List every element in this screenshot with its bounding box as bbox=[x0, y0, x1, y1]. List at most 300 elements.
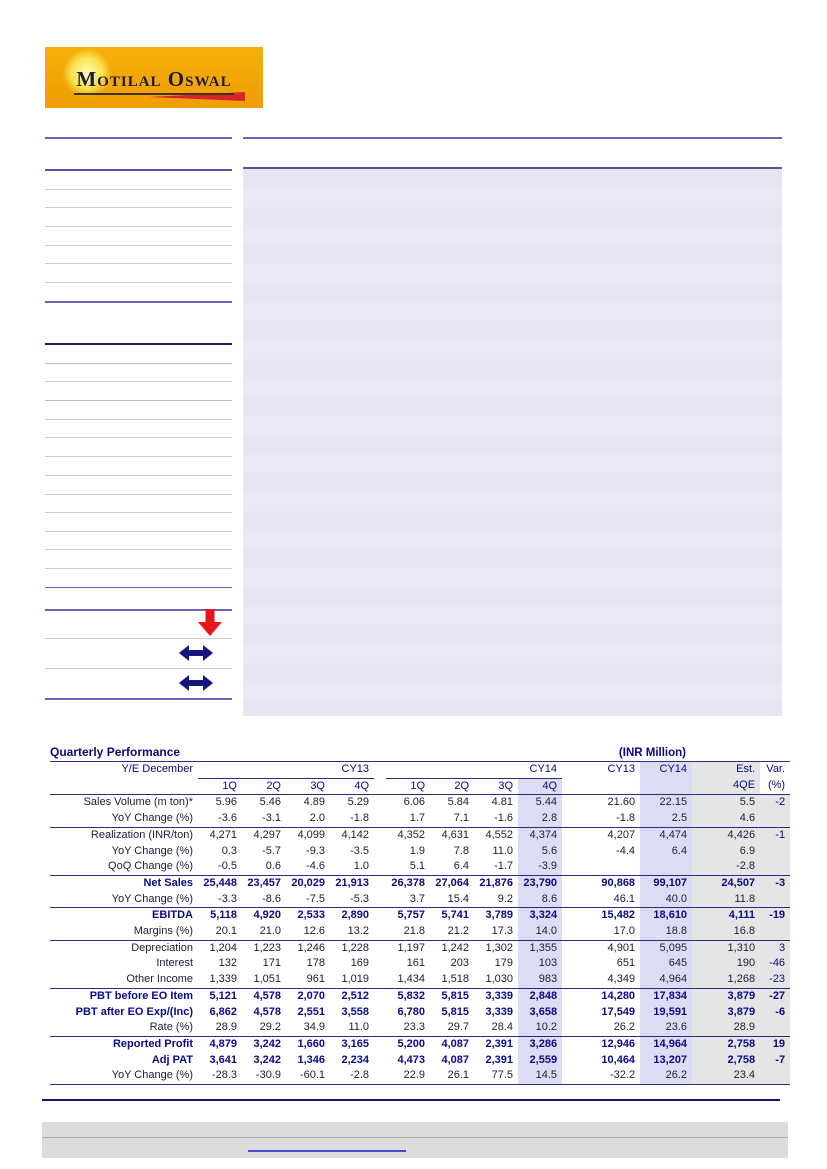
cell: -1.6 bbox=[494, 812, 514, 825]
spacer bbox=[374, 972, 386, 988]
cell: 0.6 bbox=[265, 860, 281, 873]
spacer bbox=[374, 940, 386, 956]
cell: 4,879 bbox=[198, 1036, 242, 1052]
cell: 3,324 bbox=[518, 908, 562, 924]
cell: 1,019 bbox=[341, 973, 370, 986]
rule-line bbox=[45, 568, 232, 569]
table-body bbox=[50, 795, 790, 1085]
cell: -1.8 bbox=[350, 812, 370, 825]
cell: -2.8 bbox=[692, 859, 760, 875]
cell: 28.9 bbox=[692, 1020, 760, 1036]
variance-header: Var. bbox=[766, 763, 786, 776]
cell bbox=[640, 859, 692, 875]
rule-line bbox=[45, 363, 232, 364]
cell: 25,448 bbox=[198, 875, 242, 891]
cell: 14,280 bbox=[562, 988, 640, 1004]
rule-line bbox=[45, 169, 232, 171]
cell: 1,660 bbox=[286, 1036, 330, 1052]
cell: 26,378 bbox=[386, 875, 430, 891]
rule-line bbox=[45, 698, 232, 700]
cell: 6.9 bbox=[692, 844, 760, 860]
cell: 4,920 bbox=[242, 908, 286, 924]
cell: 3,641 bbox=[209, 1053, 237, 1066]
cell bbox=[760, 892, 790, 908]
cell: 5,095 bbox=[640, 940, 692, 956]
cell: 2,512 bbox=[330, 988, 374, 1004]
cell: 1,302 bbox=[474, 940, 518, 956]
cell: 7.8 bbox=[453, 844, 470, 857]
table-row bbox=[50, 908, 790, 924]
quarter-header: 1Q bbox=[386, 778, 430, 795]
cell: 1,434 bbox=[397, 973, 426, 986]
rule-line bbox=[45, 549, 232, 550]
cell bbox=[760, 1068, 790, 1084]
row-label: Rate (%) bbox=[149, 1021, 193, 1034]
table-row bbox=[50, 1053, 790, 1069]
cell: 3,242 bbox=[253, 1053, 281, 1066]
cell: 4,087 bbox=[441, 1053, 470, 1066]
quarter-header: 4Q bbox=[330, 778, 374, 795]
spacer bbox=[562, 778, 640, 795]
spacer bbox=[374, 1053, 386, 1069]
cell: 1,204 bbox=[198, 940, 242, 956]
spacer bbox=[374, 1068, 386, 1084]
motilal-oswal-logo bbox=[45, 47, 263, 108]
cell: 2,559 bbox=[518, 1053, 562, 1069]
cell: 2,391 bbox=[485, 1053, 514, 1066]
cell: 6.06 bbox=[403, 796, 426, 809]
cell: 2,848 bbox=[518, 988, 562, 1004]
cell: 4,901 bbox=[562, 940, 640, 956]
row-label: Sales Volume (m ton)* bbox=[83, 796, 193, 809]
cell: -9.3 bbox=[306, 844, 325, 857]
cell: 178 bbox=[306, 957, 325, 970]
cell: 4,578 bbox=[242, 988, 286, 1004]
cell: 2.5 bbox=[640, 811, 692, 827]
estimate-header: Est. bbox=[692, 762, 760, 778]
cell: 34.9 bbox=[303, 1021, 325, 1034]
cell: 179 bbox=[494, 957, 514, 970]
cell: 0.3 bbox=[221, 844, 237, 857]
cell: 1.0 bbox=[353, 860, 370, 873]
cell: 2,070 bbox=[286, 988, 330, 1004]
table-header-row-quarters bbox=[50, 778, 790, 795]
cell: 23.3 bbox=[403, 1021, 426, 1034]
footer-link[interactable] bbox=[248, 1150, 406, 1152]
cell: 1.7 bbox=[409, 812, 426, 825]
cell: 1,030 bbox=[485, 973, 514, 986]
cell: -1.7 bbox=[494, 860, 514, 873]
cell: 17,549 bbox=[601, 1005, 636, 1018]
rule-line bbox=[45, 137, 232, 139]
cell: 5,121 bbox=[198, 988, 242, 1004]
cy14-group-header: CY14 bbox=[386, 762, 562, 778]
variance-subheader: (%) bbox=[760, 778, 790, 795]
rule-line bbox=[45, 282, 232, 283]
cell: 4.81 bbox=[491, 796, 514, 809]
cell: 651 bbox=[616, 957, 636, 970]
cell: 15.4 bbox=[447, 892, 470, 905]
spacer bbox=[374, 811, 386, 827]
cell: -5.7 bbox=[262, 844, 281, 857]
cell: 5.44 bbox=[518, 795, 562, 811]
cell: -32.2 bbox=[562, 1068, 640, 1084]
cell: 4,964 bbox=[640, 972, 692, 988]
cell: 18,610 bbox=[640, 908, 692, 924]
cy14-annual-header: CY14 bbox=[640, 762, 692, 778]
cell: 4,552 bbox=[474, 827, 518, 843]
cell: 4,631 bbox=[430, 827, 474, 843]
rule-line bbox=[45, 456, 232, 457]
cell: 17.3 bbox=[491, 925, 514, 938]
cell: 9.2 bbox=[497, 892, 514, 905]
cell: 1,228 bbox=[330, 940, 374, 956]
cell: 3,339 bbox=[485, 1005, 514, 1018]
rule-line bbox=[243, 137, 782, 139]
row-label: Reported Profit bbox=[50, 1036, 198, 1052]
cell: -28.3 bbox=[198, 1068, 242, 1084]
cell: 21,913 bbox=[330, 875, 374, 891]
cell: 13.2 bbox=[347, 925, 370, 938]
cell: 3,558 bbox=[341, 1005, 370, 1018]
cell: 5,757 bbox=[386, 908, 430, 924]
cell: 5.5 bbox=[692, 795, 760, 811]
cell: -0.5 bbox=[218, 860, 237, 873]
cell: -1.8 bbox=[616, 812, 636, 825]
rule-line bbox=[45, 437, 232, 438]
cell: 5.84 bbox=[447, 796, 470, 809]
cell: 27,064 bbox=[430, 875, 474, 891]
table-row bbox=[50, 827, 790, 843]
row-label: Other Income bbox=[126, 973, 193, 986]
cell: 4,474 bbox=[640, 827, 692, 843]
table-title-bar bbox=[50, 743, 790, 762]
cy13-group-header: CY13 bbox=[198, 762, 374, 778]
table-row bbox=[50, 1068, 790, 1084]
cell: 14.5 bbox=[518, 1068, 562, 1084]
cell: 19 bbox=[760, 1036, 790, 1052]
table-row bbox=[50, 940, 790, 956]
cell: 2.8 bbox=[518, 811, 562, 827]
cell: 3 bbox=[760, 940, 790, 956]
cell: 46.1 bbox=[613, 892, 636, 905]
cell: 16.8 bbox=[692, 924, 760, 940]
spacer bbox=[640, 778, 692, 795]
cell: 983 bbox=[518, 972, 562, 988]
quarter-header: 2Q bbox=[242, 778, 286, 795]
cell: -27 bbox=[760, 988, 790, 1004]
row-label: PBT before EO Item bbox=[50, 988, 198, 1004]
cell: 3,165 bbox=[330, 1036, 374, 1052]
cell: 14.0 bbox=[518, 924, 562, 940]
cell: 1,518 bbox=[441, 973, 470, 986]
cell: 22.15 bbox=[640, 795, 692, 811]
cell: -3.9 bbox=[518, 859, 562, 875]
cell: 4,349 bbox=[607, 973, 636, 986]
cell: -3.3 bbox=[218, 892, 237, 905]
table-row bbox=[50, 795, 790, 811]
cell: -8.6 bbox=[262, 892, 281, 905]
row-label: Interest bbox=[156, 957, 193, 970]
cell: 13,207 bbox=[640, 1053, 692, 1069]
table-row bbox=[50, 1020, 790, 1036]
table-row bbox=[50, 875, 790, 891]
cell: -2.8 bbox=[330, 1068, 374, 1084]
cell: 26.2 bbox=[613, 1021, 636, 1034]
cell: 3,339 bbox=[474, 988, 518, 1004]
cell: -46 bbox=[760, 956, 790, 972]
cell: 20,029 bbox=[286, 875, 330, 891]
cell: 99,107 bbox=[640, 875, 692, 891]
cell: 2,758 bbox=[692, 1053, 760, 1069]
row-label: Realization (INR/ton) bbox=[50, 827, 198, 843]
cell: -23 bbox=[760, 972, 790, 988]
row-label: Depreciation bbox=[50, 940, 198, 956]
cell: 6,780 bbox=[397, 1005, 426, 1018]
cell: -60.1 bbox=[286, 1068, 330, 1084]
cell: -4.6 bbox=[306, 860, 325, 873]
cell: 4.6 bbox=[692, 811, 760, 827]
cell: 4,111 bbox=[692, 908, 760, 924]
rule-line bbox=[45, 207, 232, 208]
spacer bbox=[374, 924, 386, 940]
spacer bbox=[374, 778, 386, 795]
cell: 5,741 bbox=[430, 908, 474, 924]
spacer bbox=[374, 956, 386, 972]
cell: 1,197 bbox=[386, 940, 430, 956]
cell: 21.0 bbox=[259, 925, 281, 938]
cell: 169 bbox=[350, 957, 370, 970]
cell: 171 bbox=[262, 957, 281, 970]
cell: 1.9 bbox=[409, 844, 426, 857]
cell: 11.8 bbox=[692, 892, 760, 908]
cell: 5,815 bbox=[430, 988, 474, 1004]
cell: 2,890 bbox=[330, 908, 374, 924]
rule-line bbox=[45, 226, 232, 227]
cell: -2 bbox=[760, 795, 790, 811]
cell: 20.1 bbox=[215, 925, 237, 938]
quarter-header: 2Q bbox=[430, 778, 474, 795]
cell: 17,834 bbox=[640, 988, 692, 1004]
cell: 23,790 bbox=[518, 875, 562, 891]
cell: 19,591 bbox=[640, 1005, 692, 1021]
cell: 645 bbox=[640, 956, 692, 972]
cell: 23,457 bbox=[242, 875, 286, 891]
cell: 1,339 bbox=[209, 973, 237, 986]
cell: 3,879 bbox=[692, 1005, 760, 1021]
cell: 7.1 bbox=[453, 812, 470, 825]
cell: -3.6 bbox=[218, 812, 237, 825]
cell: 2,234 bbox=[341, 1053, 370, 1066]
cy13-annual-header: CY13 bbox=[607, 763, 636, 776]
down-arrow-icon bbox=[198, 609, 222, 641]
footer-divider-line bbox=[42, 1137, 788, 1138]
cell: -5.3 bbox=[350, 892, 370, 905]
cell: 1,346 bbox=[297, 1053, 325, 1066]
cell: 5,832 bbox=[386, 988, 430, 1004]
cell: -3.1 bbox=[262, 812, 281, 825]
cell: 4,142 bbox=[330, 827, 374, 843]
row-label: YoY Change (%) bbox=[111, 844, 193, 857]
logo-brand-text: Motilal Oswal bbox=[74, 67, 233, 95]
cell: 26.1 bbox=[430, 1068, 474, 1084]
cell: 3,242 bbox=[242, 1036, 286, 1052]
spacer bbox=[374, 908, 386, 924]
left-right-arrow-icon bbox=[179, 645, 213, 666]
rule-line bbox=[45, 419, 232, 420]
cell: 2.0 bbox=[309, 812, 325, 825]
cell: 12,946 bbox=[562, 1036, 640, 1052]
cell: 961 bbox=[306, 973, 325, 986]
rule-line bbox=[45, 668, 232, 669]
cell: 4,297 bbox=[242, 827, 286, 843]
cell: 11.0 bbox=[348, 1021, 370, 1034]
cell: 90,868 bbox=[562, 875, 640, 891]
content-panel bbox=[243, 167, 782, 716]
cell: 2,758 bbox=[692, 1036, 760, 1052]
cell: 28.9 bbox=[215, 1021, 237, 1034]
table-row bbox=[50, 844, 790, 860]
table-row bbox=[50, 811, 790, 827]
cell: 5,815 bbox=[441, 1005, 470, 1018]
table-row bbox=[50, 1036, 790, 1052]
cell: -1 bbox=[760, 827, 790, 843]
cell: 2,533 bbox=[286, 908, 330, 924]
cell: -4.4 bbox=[616, 844, 636, 857]
rule-line bbox=[45, 381, 232, 382]
spacer bbox=[374, 795, 386, 811]
cell: 1,223 bbox=[242, 940, 286, 956]
row-label: Margins (%) bbox=[133, 925, 193, 938]
rule-line bbox=[45, 301, 232, 303]
cell: -7.5 bbox=[306, 892, 325, 905]
cell: 3,879 bbox=[692, 988, 760, 1004]
cell: 21,876 bbox=[474, 875, 518, 891]
cell: 10,464 bbox=[601, 1053, 636, 1066]
cell: 21.8 bbox=[403, 925, 426, 938]
cell: 4,352 bbox=[386, 827, 430, 843]
cell: 8.6 bbox=[518, 892, 562, 908]
cell: 1,310 bbox=[692, 940, 760, 956]
footer-disclaimer-bar bbox=[42, 1122, 788, 1158]
cell: 10.2 bbox=[518, 1020, 562, 1036]
spacer bbox=[374, 875, 386, 891]
cell: -30.9 bbox=[242, 1068, 286, 1084]
row-label: QoQ Change (%) bbox=[108, 860, 193, 873]
cell: 26.2 bbox=[640, 1068, 692, 1084]
cell: -7 bbox=[760, 1053, 790, 1069]
cell: 22.9 bbox=[386, 1068, 430, 1084]
spacer bbox=[50, 778, 198, 795]
cell bbox=[760, 811, 790, 827]
spacer bbox=[374, 892, 386, 908]
cell: 5,118 bbox=[198, 908, 242, 924]
cell: 14,964 bbox=[640, 1036, 692, 1052]
quarter-header: 3Q bbox=[474, 778, 518, 795]
ye-december-header: Y/E December bbox=[121, 763, 193, 776]
spacer bbox=[374, 859, 386, 875]
cell: 23.6 bbox=[640, 1020, 692, 1036]
cell: 1,268 bbox=[692, 972, 760, 988]
row-label: YoY Change (%) bbox=[111, 892, 193, 905]
cell: 15,482 bbox=[562, 908, 640, 924]
spacer bbox=[374, 1005, 386, 1021]
rule-line bbox=[45, 587, 232, 588]
spacer bbox=[374, 844, 386, 860]
table-row bbox=[50, 924, 790, 940]
cell: 4.89 bbox=[303, 796, 325, 809]
table-row bbox=[50, 972, 790, 988]
cell: 12.6 bbox=[303, 925, 325, 938]
spacer bbox=[374, 1020, 386, 1036]
table-row bbox=[50, 859, 790, 875]
spacer bbox=[374, 762, 386, 778]
rule-line bbox=[45, 189, 232, 190]
cell: 18.8 bbox=[640, 924, 692, 940]
cell: 4,207 bbox=[562, 827, 640, 843]
cell bbox=[760, 924, 790, 940]
cell: 24,507 bbox=[692, 875, 760, 891]
cell: 161 bbox=[406, 957, 426, 970]
cell: 6,862 bbox=[209, 1005, 237, 1018]
cell: 3,658 bbox=[518, 1005, 562, 1021]
cell: 23.4 bbox=[692, 1068, 760, 1084]
table-row bbox=[50, 892, 790, 908]
rule-line bbox=[45, 245, 232, 246]
cell: 2,391 bbox=[474, 1036, 518, 1052]
spacer bbox=[374, 988, 386, 1004]
row-label: PBT after EO Exp/(Inc) bbox=[75, 1005, 193, 1018]
cell: 3,789 bbox=[474, 908, 518, 924]
rule-line bbox=[45, 263, 232, 264]
cell: 5.29 bbox=[347, 796, 370, 809]
cell: 132 bbox=[218, 957, 237, 970]
rule-line bbox=[45, 343, 232, 345]
cell: 5,200 bbox=[386, 1036, 430, 1052]
cell: 4,473 bbox=[397, 1053, 426, 1066]
cell: 77.5 bbox=[474, 1068, 518, 1084]
cell: 4,087 bbox=[430, 1036, 474, 1052]
left-right-arrow-icon bbox=[179, 675, 213, 696]
cell: 2,551 bbox=[297, 1005, 325, 1018]
quarter-header: 3Q bbox=[286, 778, 330, 795]
cell bbox=[760, 1020, 790, 1036]
cell: 29.7 bbox=[447, 1021, 470, 1034]
table-title: Quarterly Performance bbox=[50, 745, 181, 759]
cell: 1,051 bbox=[253, 973, 281, 986]
row-label: YoY Change (%) bbox=[50, 1068, 198, 1084]
cell: 4,578 bbox=[253, 1005, 281, 1018]
row-label: YoY Change (%) bbox=[111, 812, 193, 825]
cell: 40.0 bbox=[640, 892, 692, 908]
cell: 5.6 bbox=[518, 844, 562, 860]
cell: 4,099 bbox=[286, 827, 330, 843]
cell: 5.1 bbox=[409, 860, 426, 873]
quarter-header-highlighted: 4Q bbox=[518, 778, 562, 795]
cell: 3,286 bbox=[518, 1036, 562, 1052]
rule-line bbox=[45, 475, 232, 476]
cell: 4,374 bbox=[518, 827, 562, 843]
cell: 190 bbox=[692, 956, 760, 972]
table-unit-label: (INR Million) bbox=[618, 747, 686, 759]
cell: 5.46 bbox=[259, 796, 281, 809]
table-row bbox=[50, 988, 790, 1004]
spacer bbox=[374, 827, 386, 843]
cell: 3.7 bbox=[409, 892, 426, 905]
cell: -3.5 bbox=[350, 844, 370, 857]
cell: 17.0 bbox=[613, 925, 636, 938]
cell: 4,271 bbox=[198, 827, 242, 843]
